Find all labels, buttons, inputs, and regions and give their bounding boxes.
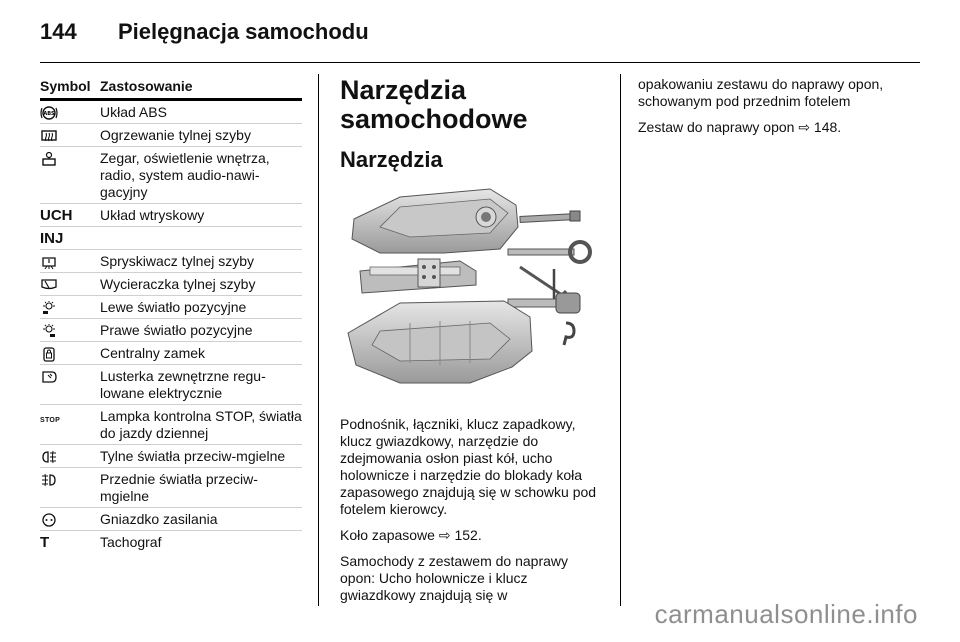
table-row	[40, 342, 302, 365]
page-number: 144	[40, 19, 77, 44]
row-description: Przednie światła przeciw-mgielne	[100, 471, 258, 504]
symbol-table	[40, 78, 302, 553]
symbol-text: T	[40, 534, 50, 551]
row-description: Tachograf	[100, 534, 162, 550]
power-socket-icon	[40, 512, 58, 528]
central-lock-icon	[40, 346, 58, 362]
left-parking-light-icon	[40, 300, 58, 316]
table-row	[40, 319, 302, 342]
front-fog-light-icon	[40, 472, 58, 488]
repair-kit-reference: Zestaw do naprawy opon ⇨ 148.	[638, 119, 842, 135]
column-divider	[318, 74, 319, 606]
row-description: Układ ABS	[100, 104, 167, 120]
tools-section	[340, 76, 605, 613]
spare-wheel-reference: Koło zapasowe ⇨ 152.	[340, 527, 482, 543]
row-description: Tylne światła przeciw-mgielne	[100, 448, 286, 464]
right-column	[638, 76, 900, 145]
table-row	[40, 250, 302, 273]
section-heading: Narzędzia samochodowe	[340, 75, 528, 134]
row-description: Spryskiwacz tylnej szyby	[100, 253, 255, 269]
table-row	[40, 468, 302, 508]
mirror-icon	[40, 369, 58, 385]
section-subheading: Narzędzia	[340, 147, 443, 172]
rear-window-heating-icon	[40, 128, 58, 144]
symbol-text: INJ	[40, 230, 64, 247]
table-row	[40, 531, 302, 553]
tools-illustration	[340, 183, 602, 395]
symbol-text: STOP	[40, 417, 61, 424]
symbol-text: UCH	[40, 207, 73, 224]
clock-lighting-icon	[40, 151, 58, 167]
table-row	[40, 227, 302, 250]
table-row	[40, 147, 302, 204]
abs-icon	[40, 105, 58, 121]
rear-fog-light-icon	[40, 449, 58, 465]
row-description: Ogrzewanie tylnej szyby	[100, 127, 251, 143]
right-parking-light-icon	[40, 323, 58, 339]
column-header-usage: Zastosowanie	[100, 78, 193, 94]
rear-wiper-icon	[40, 277, 58, 293]
table-row	[40, 296, 302, 319]
page-title: Pielęgnacja samochodu	[118, 19, 369, 44]
row-description: Gniazdko zasilania	[100, 511, 218, 527]
row-description: Lusterka zewnętrzne regu-lowane elektrycznie	[100, 368, 266, 401]
table-row	[40, 405, 302, 445]
rear-washer-icon	[40, 254, 58, 270]
row-description: Zegar, oświetlenie wnętrza, radio, system audio-nawi-gacyjny	[100, 150, 270, 200]
row-description: Lampka kontrolna STOP, światła do jazdy dziennej	[100, 408, 302, 441]
table-row	[40, 124, 302, 147]
page-header	[40, 14, 369, 50]
row-description: Układ wtryskowy	[100, 207, 205, 223]
column-header-symbol: Symbol	[40, 78, 91, 94]
repair-kit-paragraph: Samochody z zestawem do naprawy opon: Ucho holownicze i klucz gwiazdkowy znajdują się w	[340, 553, 568, 603]
row-description: Centralny zamek	[100, 345, 206, 361]
header-rule	[40, 62, 920, 63]
table-row	[40, 273, 302, 296]
row-description: Wycieraczka tylnej szyby	[100, 276, 256, 292]
table-row	[40, 101, 302, 124]
table-row	[40, 365, 302, 405]
table-header	[40, 78, 302, 101]
watermark: carmanualsonline.info	[654, 599, 918, 629]
table-row	[40, 508, 302, 531]
column-divider	[620, 74, 621, 606]
table-row	[40, 445, 302, 468]
table-row	[40, 204, 302, 227]
row-description: Lewe światło pozycyjne	[100, 299, 247, 315]
svg-text:ABS: ABS	[43, 111, 55, 117]
continued-paragraph: opakowaniu zestawu do naprawy opon, schowanym pod przednim fotelem	[638, 76, 884, 109]
row-description	[100, 230, 302, 247]
row-description: Prawe światło pozycyjne	[100, 322, 253, 338]
tools-paragraph: Podnośnik, łączniki, klucz zapadkowy, klucz gwiazdkowy, narzędzie do zdejmowania osłon piast kół, ucho holownicze i narzędzie do blokady koła zapasowego znajdują się w schowku pod fotelem kierowcy.	[340, 416, 597, 517]
